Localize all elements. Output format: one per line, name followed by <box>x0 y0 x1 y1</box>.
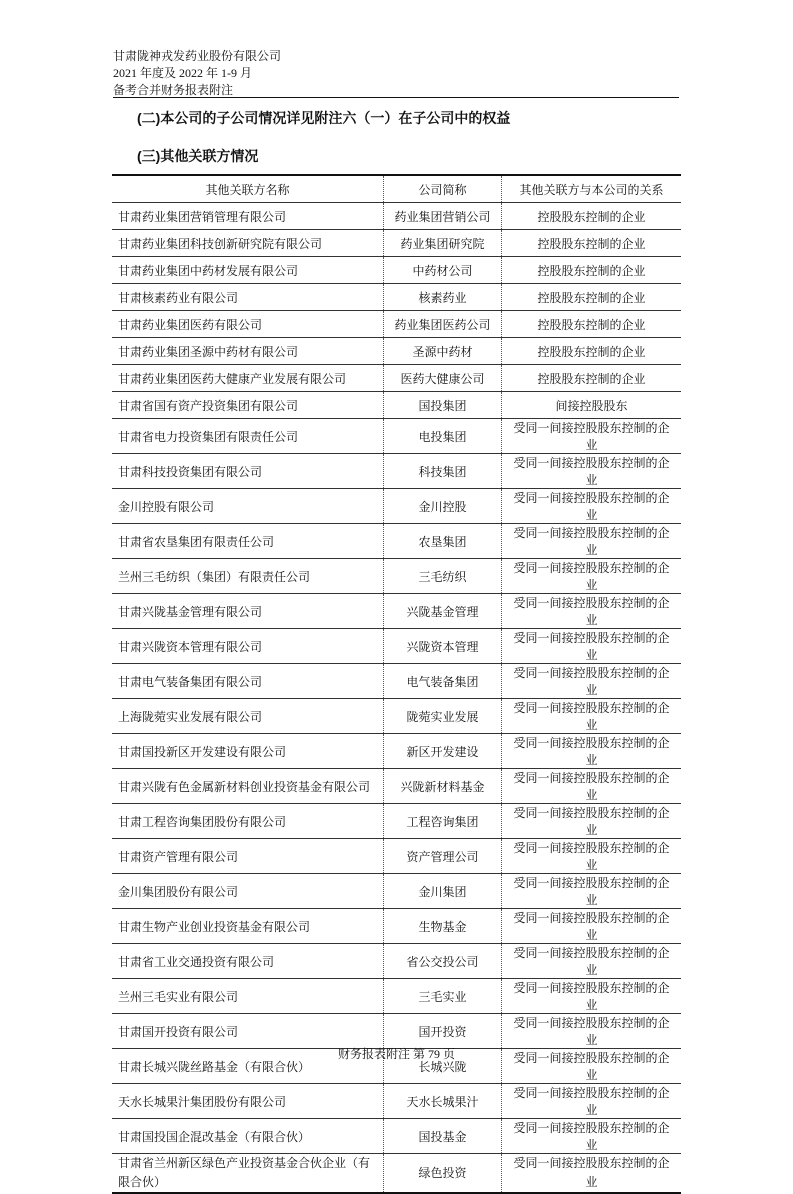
cell-relationship: 控股股东控制的企业 <box>502 365 682 392</box>
cell-short-name: 工程咨询集团 <box>384 804 502 839</box>
cell-relationship: 受同一间接控股股东控制的企业 <box>502 1014 682 1049</box>
cell-short-name: 天水长城果汁 <box>384 1084 502 1119</box>
cell-short-name: 科技集团 <box>384 454 502 489</box>
header-period: 2021 年度及 2022 年 1-9 月 <box>113 66 252 80</box>
cell-short-name: 兴陇资本管理 <box>384 629 502 664</box>
cell-short-name: 农垦集团 <box>384 524 502 559</box>
cell-party-name: 甘肃省兰州新区绿色产业投资基金合伙企业（有限合伙） <box>112 1154 384 1194</box>
cell-short-name: 新区开发建设 <box>384 734 502 769</box>
cell-short-name: 三毛纺织 <box>384 559 502 594</box>
header-divider <box>113 97 679 98</box>
column-header-relationship: 其他关联方与本公司的关系 <box>502 175 682 203</box>
cell-short-name: 省公交投公司 <box>384 944 502 979</box>
cell-relationship: 受同一间接控股股东控制的企业 <box>502 979 682 1014</box>
cell-party-name: 甘肃国投国企混改基金（有限合伙） <box>112 1119 384 1154</box>
table-row <box>112 629 681 664</box>
cell-short-name: 兴陇基金管理 <box>384 594 502 629</box>
table-row <box>112 311 681 338</box>
cell-party-name: 天水长城果汁集团股份有限公司 <box>112 1084 384 1119</box>
cell-party-name: 甘肃生物产业创业投资基金有限公司 <box>112 909 384 944</box>
cell-relationship: 受同一间接控股股东控制的企业 <box>502 944 682 979</box>
cell-party-name: 甘肃药业集团营销管理有限公司 <box>112 203 384 230</box>
cell-party-name: 甘肃兴陇有色金属新材料创业投资基金有限公司 <box>112 769 384 804</box>
table-row <box>112 419 681 454</box>
cell-short-name: 医药大健康公司 <box>384 365 502 392</box>
table-row <box>112 203 681 230</box>
cell-party-name: 金川控股有限公司 <box>112 489 384 524</box>
cell-party-name: 金川集团股份有限公司 <box>112 874 384 909</box>
cell-party-name: 兰州三毛实业有限公司 <box>112 979 384 1014</box>
cell-party-name: 甘肃兴陇资本管理有限公司 <box>112 629 384 664</box>
page-footer: 财务报表附注 第 79 页 <box>337 1047 455 1061</box>
cell-relationship: 受同一间接控股股东控制的企业 <box>502 524 682 559</box>
cell-relationship: 控股股东控制的企业 <box>502 284 682 311</box>
cell-relationship: 受同一间接控股股东控制的企业 <box>502 1084 682 1119</box>
cell-relationship: 间接控股股东 <box>502 392 682 419</box>
cell-short-name: 金川集团 <box>384 874 502 909</box>
cell-party-name: 甘肃省国有资产投资集团有限公司 <box>112 392 384 419</box>
cell-short-name: 药业集团营销公司 <box>384 203 502 230</box>
table-row <box>112 559 681 594</box>
table-row <box>112 365 681 392</box>
page-header <box>113 48 281 99</box>
table-row <box>112 769 681 804</box>
cell-relationship: 受同一间接控股股东控制的企业 <box>502 769 682 804</box>
cell-party-name: 甘肃药业集团医药有限公司 <box>112 311 384 338</box>
cell-party-name: 甘肃长城兴陇丝路基金（有限合伙） <box>112 1049 384 1084</box>
cell-party-name: 甘肃省电力投资集团有限责任公司 <box>112 419 384 454</box>
cell-party-name: 甘肃科技投资集团有限公司 <box>112 454 384 489</box>
cell-relationship: 控股股东控制的企业 <box>502 338 682 365</box>
cell-party-name: 甘肃国开投资有限公司 <box>112 1014 384 1049</box>
table-row <box>112 1084 681 1119</box>
table-row <box>112 257 681 284</box>
cell-party-name: 上海陇菀实业发展有限公司 <box>112 699 384 734</box>
table-row <box>112 284 681 311</box>
table-row <box>112 524 681 559</box>
table-row <box>112 230 681 257</box>
cell-relationship: 受同一间接控股股东控制的企业 <box>502 629 682 664</box>
cell-relationship: 受同一间接控股股东控制的企业 <box>502 594 682 629</box>
table-row <box>112 1119 681 1154</box>
table-row <box>112 944 681 979</box>
cell-relationship: 受同一间接控股股东控制的企业 <box>502 699 682 734</box>
cell-party-name: 甘肃药业集团科技创新研究院有限公司 <box>112 230 384 257</box>
table-row <box>112 909 681 944</box>
cell-relationship: 受同一间接控股股东控制的企业 <box>502 419 682 454</box>
cell-party-name: 甘肃国投新区开发建设有限公司 <box>112 734 384 769</box>
cell-party-name: 甘肃核素药业有限公司 <box>112 284 384 311</box>
cell-short-name: 金川控股 <box>384 489 502 524</box>
cell-short-name: 药业集团医药公司 <box>384 311 502 338</box>
cell-short-name: 资产管理公司 <box>384 839 502 874</box>
table-row <box>112 1154 681 1194</box>
section-heading-related-parties: (三)其他关联方情况 <box>137 148 259 164</box>
table-row <box>112 454 681 489</box>
header-company: 甘肃陇神戎发药业股份有限公司 <box>113 49 282 63</box>
cell-relationship: 控股股东控制的企业 <box>502 230 682 257</box>
cell-short-name: 兴陇新材料基金 <box>384 769 502 804</box>
table-row <box>112 489 681 524</box>
cell-relationship: 受同一间接控股股东控制的企业 <box>502 1119 682 1154</box>
cell-relationship: 受同一间接控股股东控制的企业 <box>502 664 682 699</box>
cell-relationship: 受同一间接控股股东控制的企业 <box>502 734 682 769</box>
cell-short-name: 药业集团研究院 <box>384 230 502 257</box>
cell-relationship: 控股股东控制的企业 <box>502 257 682 284</box>
cell-relationship: 受同一间接控股股东控制的企业 <box>502 1049 682 1084</box>
related-parties-table <box>112 174 681 1194</box>
cell-short-name: 三毛实业 <box>384 979 502 1014</box>
cell-party-name: 甘肃工程咨询集团股份有限公司 <box>112 804 384 839</box>
cell-short-name: 绿色投资 <box>384 1154 502 1194</box>
cell-party-name: 兰州三毛纺织（集团）有限责任公司 <box>112 559 384 594</box>
cell-relationship: 受同一间接控股股东控制的企业 <box>502 874 682 909</box>
cell-party-name: 甘肃药业集团中药材发展有限公司 <box>112 257 384 284</box>
cell-party-name: 甘肃兴陇基金管理有限公司 <box>112 594 384 629</box>
section-heading-subsidiaries: (二)本公司的子公司情况详见附注六（一）在子公司中的权益 <box>137 110 511 126</box>
cell-party-name: 甘肃电气装备集团有限公司 <box>112 664 384 699</box>
table-row <box>112 1014 681 1049</box>
cell-party-name: 甘肃省农垦集团有限责任公司 <box>112 524 384 559</box>
cell-short-name: 陇菀实业发展 <box>384 699 502 734</box>
column-header-name: 其他关联方名称 <box>112 175 384 203</box>
cell-short-name: 中药材公司 <box>384 257 502 284</box>
header-doc-type: 备考合并财务报表附注 <box>113 83 234 97</box>
cell-short-name: 国投集团 <box>384 392 502 419</box>
table-row <box>112 664 681 699</box>
cell-relationship: 受同一间接控股股东控制的企业 <box>502 804 682 839</box>
table-row <box>112 979 681 1014</box>
table-row <box>112 392 681 419</box>
cell-relationship: 控股股东控制的企业 <box>502 311 682 338</box>
cell-short-name: 长城兴陇 <box>384 1049 502 1084</box>
cell-short-name: 国开投资 <box>384 1014 502 1049</box>
table-row <box>112 338 681 365</box>
column-header-short-name: 公司简称 <box>384 175 502 203</box>
cell-short-name: 圣源中药材 <box>384 338 502 365</box>
cell-relationship: 受同一间接控股股东控制的企业 <box>502 454 682 489</box>
table-row <box>112 839 681 874</box>
cell-party-name: 甘肃药业集团医药大健康产业发展有限公司 <box>112 365 384 392</box>
cell-short-name: 核素药业 <box>384 284 502 311</box>
table-row <box>112 699 681 734</box>
table-row <box>112 804 681 839</box>
cell-short-name: 国投基金 <box>384 1119 502 1154</box>
cell-party-name: 甘肃资产管理有限公司 <box>112 839 384 874</box>
cell-relationship: 控股股东控制的企业 <box>502 203 682 230</box>
cell-relationship: 受同一间接控股股东控制的企业 <box>502 489 682 524</box>
cell-short-name: 电气装备集团 <box>384 664 502 699</box>
cell-party-name: 甘肃省工业交通投资有限公司 <box>112 944 384 979</box>
cell-short-name: 电投集团 <box>384 419 502 454</box>
table-row <box>112 874 681 909</box>
cell-relationship: 受同一间接控股股东控制的企业 <box>502 1154 682 1194</box>
cell-relationship: 受同一间接控股股东控制的企业 <box>502 839 682 874</box>
cell-relationship: 受同一间接控股股东控制的企业 <box>502 909 682 944</box>
table-row <box>112 594 681 629</box>
cell-short-name: 生物基金 <box>384 909 502 944</box>
table-header-row <box>112 175 681 203</box>
cell-relationship: 受同一间接控股股东控制的企业 <box>502 559 682 594</box>
cell-party-name: 甘肃药业集团圣源中药材有限公司 <box>112 338 384 365</box>
table-row <box>112 734 681 769</box>
